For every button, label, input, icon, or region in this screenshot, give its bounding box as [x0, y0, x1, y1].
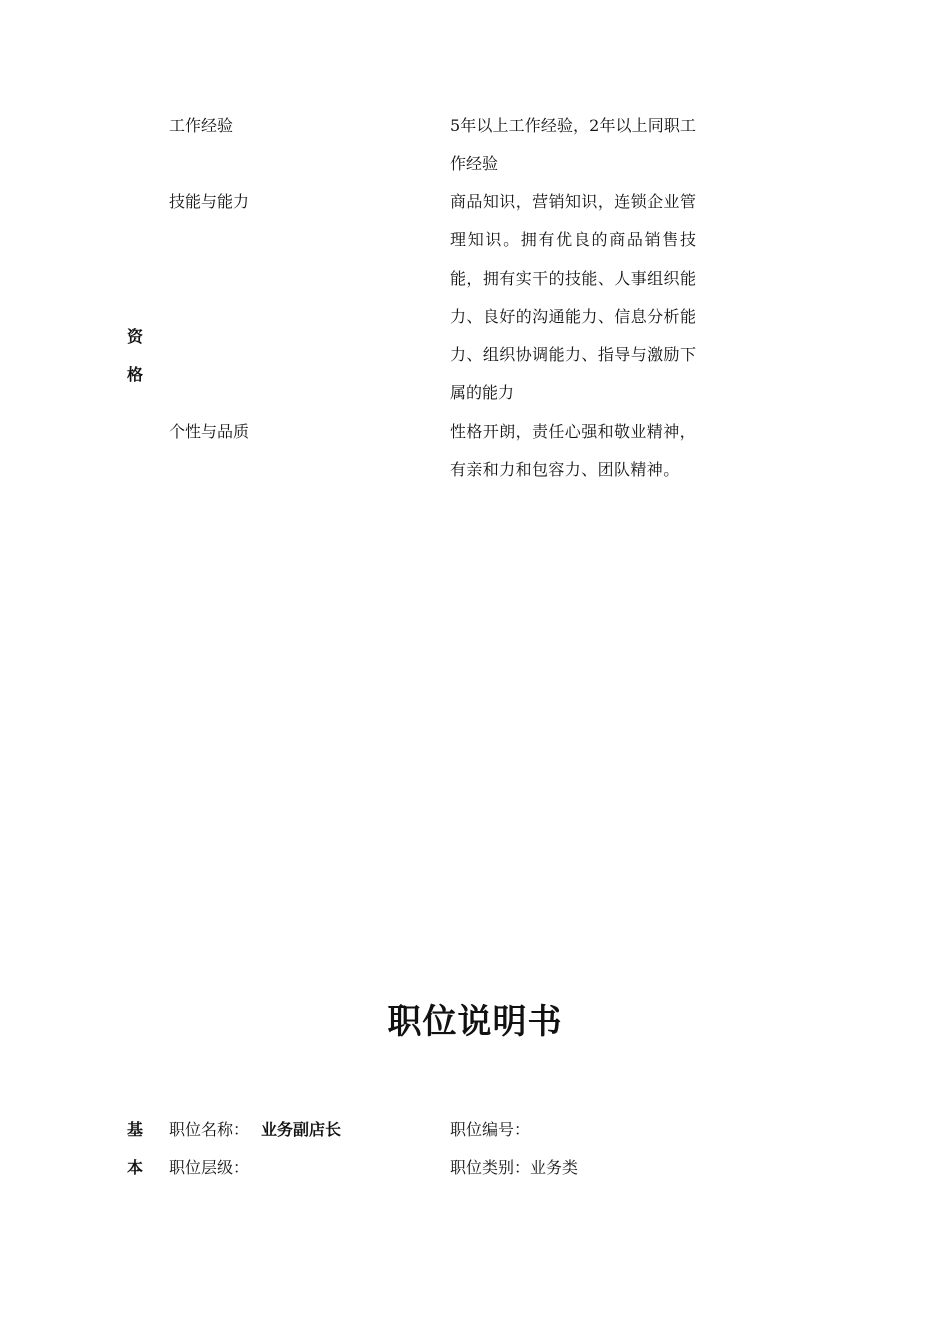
skills-content: 商品知识，营销知识，连锁企业管理知识。拥有优良的商品销售技能，拥有实干的技能、人事组织能力、良好的沟通能力、信息分析能力、组织协调能力、指导与激励下属的能力: [450, 192, 696, 403]
basic-info-side-label: 基本: [127, 1120, 144, 1177]
work-experience-content: 5年以上工作经验，2年以上同职工作经验: [450, 116, 696, 174]
work-experience-label: 工作经验: [169, 116, 234, 135]
document-title: 职位说明书: [387, 1002, 563, 1042]
position-name-label: 职位名称：: [169, 1120, 250, 1139]
personality-label: 个性与品质: [169, 422, 250, 441]
personality-content: 性格开朗，责任心强和敬业精神，有亲和力和包容力、团队精神。: [450, 422, 697, 480]
skills-label: 技能与能力: [169, 192, 250, 211]
position-level-label: 职位层级：: [169, 1158, 250, 1177]
position-code-label: 职位编号：: [450, 1120, 531, 1139]
position-category: 职位类别：业务类: [450, 1158, 579, 1177]
position-name-value: 业务副店长: [261, 1120, 342, 1139]
qualifications-side-label: 资格: [127, 327, 144, 384]
